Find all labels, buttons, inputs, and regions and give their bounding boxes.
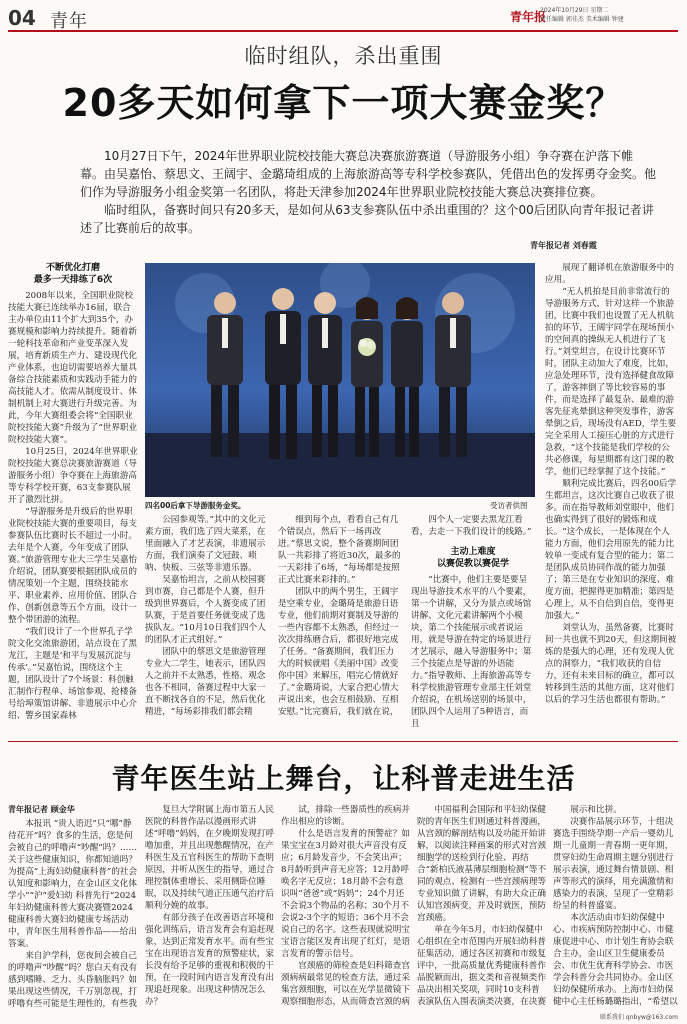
- article1-kicker: 临时组队，杀出重围: [244, 44, 443, 68]
- paragraph: 公园参观等。”其中的文化元素方面，我们选了四大菜系，在里面融入了才艺表演，非遗展示方面，我们演奏了文冠鼓、唢呐、快板、三弦等非遗乐器。: [145, 515, 266, 573]
- article2-column-5: [553, 804, 678, 1008]
- subhead-line: 以赛促教以赛促学: [436, 559, 509, 569]
- footer-contact: 联系我们 qnbyw@163.com: [600, 1014, 678, 1021]
- paragraph: 刘堂认为，虽然备赛，比赛时间一共也就不到20天，但这期间被炼的是强大的心理，还有发现人优点的洞察力，“我们收获的自信力，还有未来目标的确立，都可以转移到生活的其他方面，这对他们以后的学习生活也都很有帮助。”: [545, 623, 677, 705]
- paragraph: “比赛中，他们主要是要呈现出导游技术水平的八个要素，第一个讲解，又分为景点或场馆讲解、文化元素讲解两个小模块，第二个技能展示或者说运用，就是导游在特定的场景进行才艺展示，融入导游服务中；第三个技能点是导游的外语能力。”指导教师、上海旅游高等专科学校旅游管理专业部主任刘堂介绍说，在机场送别的场景中，团队四个人运用了5种语言，而且: [411, 575, 532, 729]
- article1-headline: 20多天如何拿下一项大赛金奖？: [62, 81, 625, 125]
- editors-line: 责任编辑 郭佳杰 美术编辑 钟建: [540, 16, 624, 23]
- section-divider: [8, 741, 678, 742]
- paragraph: 展示和比拼。: [570, 805, 622, 815]
- paragraph: 展现了翻译机在旅游服务中的应用。: [545, 263, 674, 285]
- paragraph: 中国福利会国际和平妇幼保健院的青年医生们则通过科普漫画，从宫颈的解剖结构以及功能开始讲解，以阅读注释画案的形式对宫颈细胞学的送检到行化验、再结合“新柏氏液基薄层细胞检测”等不同的观点、检测有一些宫颈病理等专业知识做了讲解，有助大众正确认知宫颈病变，并及时就医，预防宫颈癌。: [417, 805, 547, 923]
- subhead-1: [8, 262, 138, 286]
- article1-column-2: [145, 514, 269, 736]
- paragraph: 10月25日，2024年世界职业院校技能大赛总决赛旅游赛道（导游服务小组）争夺赛在上海旅游高等专科学校开赛，63支参赛队展开了激烈比拼。: [8, 447, 138, 505]
- subhead-line: 不断优化打磨: [45, 263, 100, 273]
- paragraph: “导游服务是升级后的世界职业院校技能大赛的重要项目，每支参赛队伍比赛时长不超过一小时。去年是个人赛，今年变成了团队赛。”旅游管理专业大三学生吴嘉怡介绍说，团队赛要根据团队成员的情况策划一个主题，围绕技能水平、职业素养、应用价值、团队合作、创新创意等五个方面，设计一整个带团游的流程。: [8, 507, 138, 625]
- photo-caption: 四名00后拿下导游服务金奖。: [145, 501, 246, 510]
- article2-byline: 青年报记者 顾金华: [8, 805, 75, 814]
- paragraph: 2008年以来，全国职业院校技能大赛已连续举办16届，联合主办单位由11个扩大到35个，办赛规模和影响力持续提升。随着新一轮科技革命和产业变革深入发展，培育新质生产力、建设现代化产业体系，也迫切需要培养大量具备综合技能素质和实践动手能力的高技能人才。依需从制度设计、体制机制上对大赛进行升级完善。为此，今年大赛组委会将“全国职业院校技能大赛”升级为了“世界职业院校技能大赛”。: [8, 291, 138, 445]
- issue-date: 2024年10月29日 星期二: [540, 7, 609, 14]
- paragraph: 有部分孩子在改善语言环境和强化训练后，语言发育会有追赶现象，达到正常发育水平。而有些宝宝在出现语言发育的预警症状，家长没有给予足够的重视和积极的干预，在一段时间内语言发育没有出现追赶现象。出现这种情况怎么办？: [145, 913, 274, 1007]
- paragraph: 复旦大学附属上海市第五人民医院的科普作品以漫画形式讲述“呼噜”妈妈，在夕晚期发现打呼噜加重，并且出现憋醒情况，在产科医生及五官科医生的帮助下查明原因，并听从医生的指导，通过合理控制体重增长、采用侧卧位睡眠，以及持续气道正压通气治疗后顺利分娩的故事。: [145, 805, 275, 911]
- article1-column-3: [278, 514, 402, 736]
- photo-credit: 受访者供图: [490, 501, 528, 510]
- subhead-line: 主动上难度: [450, 547, 496, 557]
- paragraph: “我们设计了一个世界孔子学院文化交流旅游团，站点设在了黑龙江，主题是‘和平与发展沉淀与传承’。”吴嘉怡说，围绕这个主题，团队设计了7个场景：科创触汇制作行程单、场馆参观、抢楼备号给埠策馆讲解、非遗展示中心介绍、警乡国家森林: [8, 627, 137, 721]
- article1-column-4b: [411, 574, 535, 736]
- article1-column-4: [411, 514, 535, 540]
- article1-column-5: [545, 262, 678, 736]
- header-info: [540, 6, 624, 24]
- section-name: 青年: [50, 11, 88, 32]
- paragraph: 团队中的两个男生，王阔宇是空乘专业，金璐琦是旅游日语专业，他们前期对赛制及导游的一些内容都不太熟悉，但经过一次次排练磨合后，都很好地完成了任务。“备赛期间，我们压力大的时候就唱《美丽中国》改变你中国》来解压，唱完心情就好了。”金璐琦说，大家合把心情大声说出来，也会互相鼓励、互相安慰。”比完赛后，我们就在说，: [278, 587, 399, 717]
- article2-column-2: [145, 804, 275, 1008]
- paragraph: 细到每个点，看看自己有几个错误点，然后下一场再改进。”蔡思文说，整个备赛期间团队一共彩排了将近30次，最多的一天彩排了6场，“每场都是按照正式比赛来彩排的。”: [278, 515, 401, 585]
- article2-column-1: [8, 818, 138, 1008]
- article1-byline: 青年报记者 刘春霞: [530, 241, 597, 250]
- paragraph: 四个人一定要去黑龙江看看，去走一下我们设计的线路。”: [411, 515, 532, 537]
- paragraph: 本报讯 “贵人语迟”只“哪”静待花开“吗？食多的生活，您是何会被自己的呼噜声“吵醒”吗？……关于这些健康知识，你都知道吗？为提高“上海妇幼健康科普”的社会认知度和影响力，在金山区文化体学小”“沪”爱妇幼 科普先行“2024年妇幼健康科普大赛决赛暨2024健康科普大赛妇幼健康专场活动中，青年医生用科普作品——给出答案。: [8, 819, 138, 949]
- team-photo: [145, 263, 535, 497]
- paragraph: 什么是语言发育的预警症？如果宝宝在3月龄对很大声音没有反应；6月龄发音少，不会笑出声；8月龄听到声音无应答；12月龄呼唤名字无反应；18月龄不会有意识叫“爸爸”或“妈妈”；24个月还不会说3个物品的名称；30个月不会说2-3个字的短语；36个月不会说自己的名字。这些表现就说明宝宝语言能区发育出现了红灯，是语言发育的警示信号。: [281, 829, 410, 959]
- subhead-2: [411, 546, 535, 570]
- article2-column-3: [281, 804, 411, 1008]
- paragraph: “无人机拍是目前非常流行的导游服务方式，针对这样一个旅游团，比赛中我们也设置了无人机航拍的环节，王阔宇同学在现场预小的空间真的操纵无人机进行了飞行。”刘堂坦言，在设计比赛环节时，团队主动加大了难度，比如，应急处理环节，没有选择健食故障了，游客摔倒了等比较容易的事件，而是选择了最复杂、最难的游客先征兆晕倒这种突发事件，游客晕倒之后，现场没有AED，学生要完全采用人工接压心脏的方式进行急救，“这个技能是我们学校的公共必修课，每星期都有这门课的教学，他们已经掌握了这个技能。”: [545, 287, 677, 477]
- newspaper-logo: 青年报: [510, 10, 547, 24]
- page-number: 04: [8, 6, 36, 30]
- paragraph: 宫颈癌的筛检查是妇科筛查宫颈病病最常见的检查方法，通过采集宫颈细胞，可以在光学显微镜下观察细胞形态，从而筛查宫颈的病: [281, 961, 410, 1007]
- header-rule: [8, 30, 678, 32]
- paragraph: 决赛作品展示环节，十组决赛选手围绕孕期一产后一婴幼儿期一儿童期一青春期一更年期，贯穿妇幼生命周期主题分别进行展示表演，通过舞台情景剧、相声等形式的演绎，用充满激情和感染力的表演，呈现了一堂精彩纷呈的科普盛宴。: [553, 817, 674, 911]
- article2-headline: 青年医生站上舞台，让科普走进生活: [111, 762, 576, 795]
- team-photo-image: [145, 263, 535, 497]
- paragraph: 吴嘉怡坦言，之前从校园赛到市赛，自己都是个人赛，但升级到世界赛后，个人赛变成了团队赛，于是首要任务就变成了选拔队友。“10月10日我们四个人的团队才正式组好。”: [145, 575, 266, 645]
- paragraph: 顺利完成比赛后，四名00后学生都坦言，这次比赛自己收获了很多。而在指导教师刘堂眼中，他们也确实得到了很好的锻炼和成长。“这个成长，一是体现在个人能力方面，他们会用原先的能力比较单一变成有复合型的能力；第二是团队成员协同作战的能力加强了；第三是在专业知识的深度、难度方面，把握得更加精准；第四是心理上，从不自信到自信，变得更加强大。”: [545, 479, 677, 621]
- lead-paragraph: 10月27日下午，2024年世界职业院校技能大赛总决赛旅游赛道（导游服务小组）争夺赛在沪落下帷幕。由吴嘉怡、蔡思文、王阔宇、金璐琦组成的上海旅游高等专科学校参赛队，凭借出色的发挥勇夺金奖。他们作为导游服务小组金奖第一名团队，将赴天津参加2024年世界职业院校技能大赛总决赛排位赛。: [80, 149, 657, 199]
- paragraph: 本次活动由市妇幼保健中心、市疾病预防控制中心、市健康促进中心、市计划生育协会联合主办，金山区卫生健康委员会、市优生优育科学协会、市医学会科普分会共同协办。金山区妇幼保健所承办。上海市妇幼保健中心主任杨璐璐指出，“希望以: [553, 913, 678, 1007]
- paragraph: 来自沪学科，您夜间会被自己的呼噜声“吵醒”吗？您白天有没有感到嗜睡、乏力、头昏脑胀吗？如果出现这些情况，千万别忽视，打呼噜有些可能是生理性的，有些我: [8, 951, 138, 1008]
- lead-paragraph: 临时组队，备赛时间只有20多天，是如何从63支参赛队伍中杀出重围的？这个00后团队向青年报记者讲述了比赛前后的故事。: [80, 203, 654, 235]
- subhead-line: 最多一天排练了6次: [33, 275, 113, 285]
- article1-column-1: [8, 290, 138, 735]
- article1-lead: [80, 147, 656, 237]
- paragraph: 团队中的蔡思文是旅游管理专业大二学生，她表示，团队四人之前并不太熟悉，性格、观念也各不相同，备赛过程中大家一直不断找各自的不足，然后优化精进，“每场彩排我们都会精: [145, 647, 266, 717]
- paragraph: 试，排除一些器质性的疾病并作出相应的诊断。: [281, 805, 410, 827]
- article2-column-4: [417, 804, 547, 1008]
- paragraph: 单在今年5月，市妇幼保健中心组织在全市范围内开展妇幼科普征集活动，通过各区初赛和市级复评中，一批高质量优秀健康科普作品脱颖而出，据文类和音视频类作品决出相关奖项，同时10支科普表演队伍入围表演类决赛，在决赛: [417, 925, 546, 1007]
